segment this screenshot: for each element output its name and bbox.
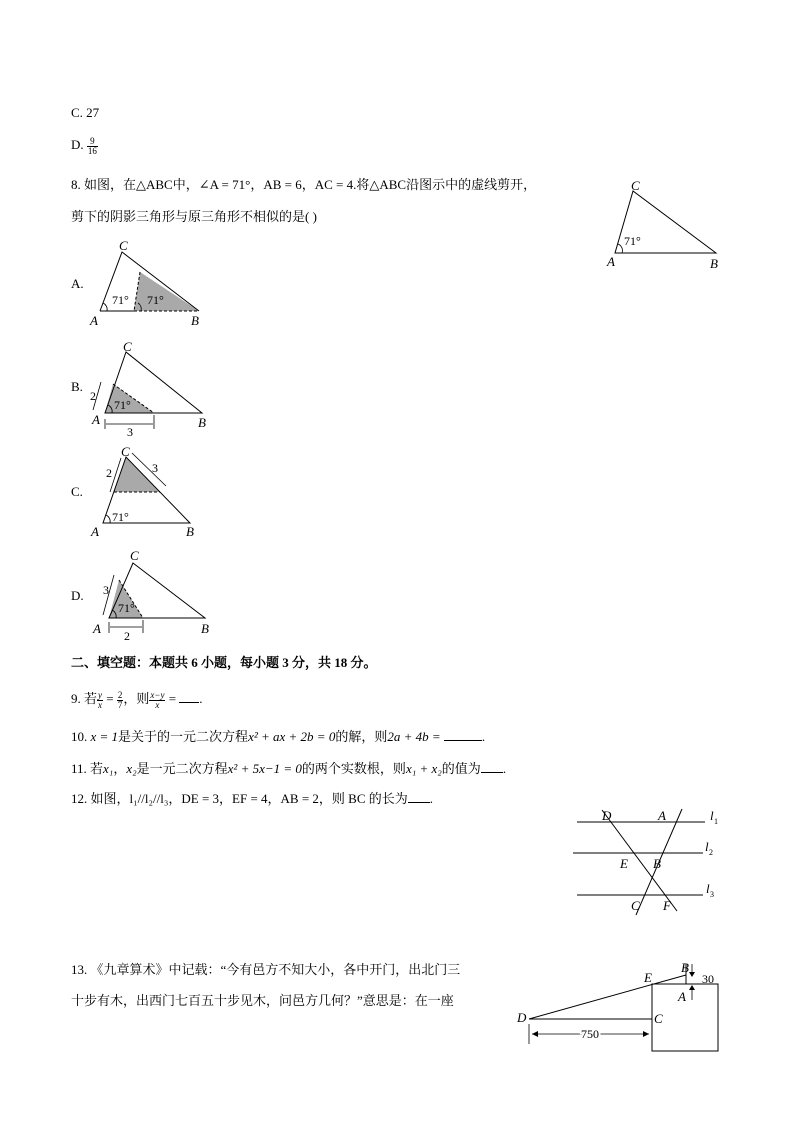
q8-text-line2: 剪下的阴影三角形与原三角形不相似的是( ) bbox=[71, 209, 317, 224]
q8-option-a-label-a: A bbox=[90, 313, 98, 328]
q8-option-a-label-b: B bbox=[191, 313, 199, 328]
q11-line: 11. 若x₁，x₂是一元二次方程x² + 5x−1 = 0的两个实数根，则x₁ + x₂的值为 . bbox=[71, 761, 507, 776]
q8-option-a-shaded bbox=[134, 272, 199, 311]
q11-text2: 的两个实数根，则 bbox=[301, 761, 406, 776]
q8-option-b-label-b: B bbox=[198, 415, 206, 430]
q11-text3: 的值为 bbox=[441, 761, 481, 776]
q13-label-30: 30 bbox=[702, 972, 714, 986]
q13-arrowhead-30-bottom bbox=[689, 985, 695, 990]
q13-label-750: 750 bbox=[581, 1027, 599, 1041]
q8-text-line1: 8. 如图，在△ABC中，∠A = 71°，AB = 6，AC = 4.将△ABC沿图示中的虚线剪开， bbox=[71, 177, 537, 192]
q8-option-d-label-c: C bbox=[130, 548, 139, 563]
q12-transversal-dfe bbox=[602, 810, 677, 911]
q8-main-angle-arc bbox=[618, 244, 622, 253]
q8-option-b-label-c: C bbox=[123, 339, 132, 354]
q12-label-d: D bbox=[602, 808, 612, 823]
q8-option-d-side-ac: 3 bbox=[103, 583, 109, 597]
q7-option-c-value: 27 bbox=[86, 105, 100, 120]
q9-eq2: = bbox=[165, 691, 180, 706]
q9-frac2-num: 2 bbox=[117, 689, 123, 700]
q8-main-label-b: B bbox=[710, 256, 718, 271]
q8-option-c-label-c: C bbox=[121, 444, 130, 459]
q11-expr2: x₁ + x₂ bbox=[405, 761, 442, 776]
q8-option-a-label: A. bbox=[71, 276, 84, 291]
q8-option-d-side-ab: 2 bbox=[124, 629, 130, 643]
q13-arrowhead-750-right bbox=[643, 1031, 649, 1037]
q11-expr: x² + 5x−1 = 0 bbox=[227, 761, 302, 776]
q13-label-d: D bbox=[517, 1010, 527, 1025]
q12-text: 12. 如图，l₁//l₂//l₃，DE = 3，EF = 4，AB = 2，则 BC 的长为 bbox=[71, 791, 408, 806]
q13-label-a: A bbox=[678, 989, 686, 1004]
q8-option-d-angle: 71° bbox=[118, 601, 135, 615]
q8-main-label-a: A bbox=[607, 254, 615, 269]
q8-option-d-label: D. bbox=[71, 588, 84, 603]
q10-expr3: 2a + 4b = bbox=[387, 729, 444, 744]
q13-arrowhead-30-top bbox=[689, 972, 695, 977]
q12-label-e: E bbox=[620, 856, 628, 871]
q13-arrowhead-750-left bbox=[532, 1031, 538, 1037]
q8-option-d-figure bbox=[88, 545, 218, 645]
q13-figure bbox=[512, 956, 727, 1056]
q10-line: 10. x = 1是关于的一元二次方程x² + ax + 2b = 0的解，则2a + 4b = . bbox=[71, 729, 486, 744]
q13-text-line2: 十步有木，出西门七百五十步见木，问邑方几何？”意思是：在一座 bbox=[71, 993, 454, 1008]
q12-label-l1: l bbox=[710, 808, 714, 823]
q12-label-b: B bbox=[653, 856, 661, 871]
q9-line: 9. 若 $\frac{y}{x}$ = $\frac{2}{7}$ ，则 $\frac{x-y}{x}$ = . bbox=[71, 689, 203, 710]
q11-x1: x₁ bbox=[103, 761, 114, 776]
q8-main-angle: 71° bbox=[624, 234, 641, 248]
q9-frac1-den: x bbox=[98, 699, 103, 710]
q9-frac3-den: x bbox=[155, 699, 160, 710]
q10-expr2: x² + ax + 2b = 0 bbox=[248, 729, 336, 744]
q7-option-d-fraction bbox=[87, 137, 98, 156]
q13-label-b: B bbox=[681, 960, 689, 975]
q12-label-a: A bbox=[658, 808, 666, 823]
q8-option-c-arc bbox=[106, 515, 110, 523]
q12-label-f: F bbox=[663, 898, 671, 913]
q8-option-c-side-left: 2 bbox=[106, 466, 112, 480]
q8-option-c-label-a: A bbox=[91, 524, 99, 539]
q8-option-b-angle: 71° bbox=[114, 398, 131, 412]
q7-option-d-num: 9 bbox=[87, 137, 98, 147]
q10-num: 10. bbox=[71, 729, 91, 744]
q8-option-d-label-a: A bbox=[93, 621, 101, 636]
q8-option-b-side-ab: 3 bbox=[127, 425, 133, 438]
q9-frac1-num: y bbox=[98, 689, 103, 700]
q8-option-a-angle1: 71° bbox=[112, 293, 129, 307]
q9-answer-blank[interactable] bbox=[179, 690, 199, 703]
section2-title: 二、填空题：本题共 6 小题，每小题 3 分，共 18 分。 bbox=[71, 655, 377, 670]
q12-label-l2-sub: 2 bbox=[709, 848, 713, 857]
q8-option-a-label-c: C bbox=[119, 238, 128, 253]
q8-option-a-angle2: 71° bbox=[147, 293, 164, 307]
q11-sep: ， bbox=[113, 761, 127, 776]
q8-option-a-figure bbox=[88, 236, 218, 331]
q11-num: 11. 若 bbox=[71, 761, 104, 776]
q10-text2: 的解，则 bbox=[335, 729, 388, 744]
q8-option-d-label-b: B bbox=[201, 621, 209, 636]
q8-option-b-label: B. bbox=[71, 379, 83, 394]
q11-answer-blank[interactable] bbox=[481, 760, 503, 773]
q12-label-l3-sub: 3 bbox=[710, 890, 714, 899]
q9-mid: ，则 bbox=[123, 691, 150, 706]
q9-eq1: = bbox=[103, 691, 117, 706]
q8-main-figure bbox=[600, 176, 730, 272]
q12-line: 12. 如图，l₁//l₂//l₃，DE = 3，EF = 4，AB = 2，则 BC 的长为 . bbox=[71, 791, 434, 806]
q13-label-c: C bbox=[654, 1011, 663, 1026]
q12-answer-blank[interactable] bbox=[408, 790, 430, 803]
q7-option-c bbox=[71, 104, 99, 122]
q12-label-c: C bbox=[631, 898, 640, 913]
q11-x2: x₂ bbox=[126, 761, 137, 776]
q7-option-d bbox=[71, 136, 98, 156]
q10-text1: 是关于的一元二次方程 bbox=[118, 729, 249, 744]
q9-frac3-num: x−y bbox=[150, 689, 165, 700]
q12-label-l3: l bbox=[706, 881, 710, 896]
q8-option-c-figure bbox=[88, 440, 218, 540]
q8-option-b-figure bbox=[88, 338, 218, 438]
q11-text1: 是一元二次方程 bbox=[136, 761, 228, 776]
q12-label-l1-sub: 1 bbox=[714, 817, 718, 826]
q8-option-a-arc1 bbox=[103, 303, 107, 311]
q10-answer-blank[interactable] bbox=[444, 728, 482, 741]
q12-label-l2: l bbox=[705, 839, 709, 854]
q7-option-d-label: D. bbox=[71, 137, 87, 152]
q8-option-c-angle: 71° bbox=[112, 510, 129, 524]
q9-frac3 bbox=[149, 691, 165, 710]
q10-expr1: x = 1 bbox=[90, 729, 119, 744]
q8-main-label-c: C bbox=[631, 178, 640, 193]
q8-option-c-label-b: B bbox=[186, 524, 194, 539]
q9-frac2-den: 7 bbox=[117, 699, 123, 710]
q13-text-line1: 13. 《九章算术》中记载：“今有邑方不知大小，各中开门，出北门三 bbox=[71, 962, 461, 977]
q8-option-b-side-ac: 2 bbox=[90, 389, 96, 403]
q8-option-c-side-right: 3 bbox=[152, 461, 158, 475]
q13-label-e: E bbox=[644, 970, 652, 985]
q9-prefix: 9. 若 bbox=[71, 691, 98, 706]
q8-option-b-label-a: A bbox=[92, 412, 100, 427]
q8-option-c-label: C. bbox=[71, 484, 83, 499]
q7-option-d-den: 16 bbox=[87, 145, 97, 156]
q7-option-c-label: C. bbox=[71, 105, 87, 120]
q12-figure bbox=[565, 798, 725, 923]
